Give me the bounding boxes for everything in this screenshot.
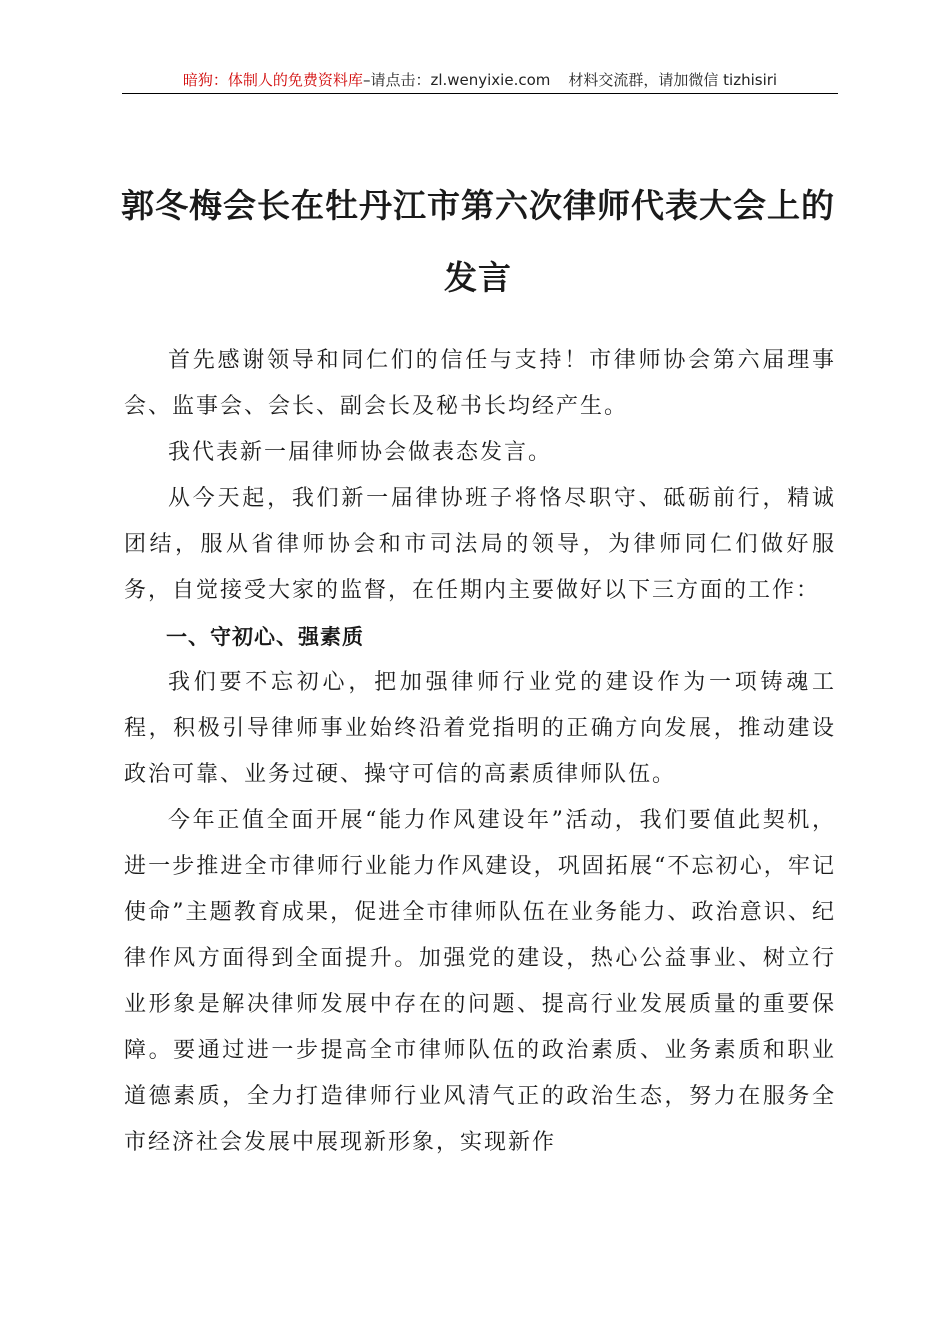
paragraph-thanks: 首先感谢领导和同仁们的信任与支持！市律师协会第六届理事会、监事会、会长、副会长及秘书长均经产生。 [124, 348, 836, 419]
header-contact: 材料交流群，请加微信 tizhisiri [568, 71, 778, 89]
document-body [124, 338, 836, 1166]
section-heading-1: 一、守初心、强素质 [166, 625, 364, 649]
document-title: 郭冬梅会长在牡丹江市第六次律师代表大会上的发言 [121, 186, 835, 297]
paragraph-statement: 我代表新一届律师协会做表态发言。 [168, 440, 553, 465]
page-header [122, 70, 838, 94]
header-divider [122, 93, 838, 94]
header-brand: 暗狗：体制人的免费资料库 [182, 71, 363, 89]
paragraph-commitment: 从今天起，我们新一届律协班子将恪尽职守、砥砺前行，精诚团结，服从省律师协会和市司法局的领导，为律师同仁们做好服务，自觉接受大家的监督，在任期内主要做好以下三方面的工作： [124, 486, 836, 603]
header-click-prompt: –请点击： [362, 71, 431, 89]
header-url-link[interactable]: zl.wenyixie.com [430, 71, 551, 89]
paragraph-capability-year: 今年正值全面开展“能力作风建设年”活动，我们要值此契机，进一步推进全市律师行业能力作风建设，巩固拓展“不忘初心，牢记使命”主题教育成果，促进全市律师队伍在业务能力、政治意识、纪律作风方面得到全面提升。加强党的建设，热心公益事业、树立行业形象是解决律师发展中存在的问题、提高行业发展质量的重要保障。要通过进一步提高全市律师队伍的政治素质、业务素质和职业道德素质，全力打造律师行业风清气正的政治生态，努力在服务全市经济社会发展中展现新形象，实现新作 [124, 808, 836, 1155]
paragraph-party-building: 我们要不忘初心，把加强律师行业党的建设作为一项铸魂工程，积极引导律师事业始终沿着党指明的正确方向发展，推动建设政治可靠、业务过硬、操守可信的高素质律师队伍。 [124, 670, 836, 787]
